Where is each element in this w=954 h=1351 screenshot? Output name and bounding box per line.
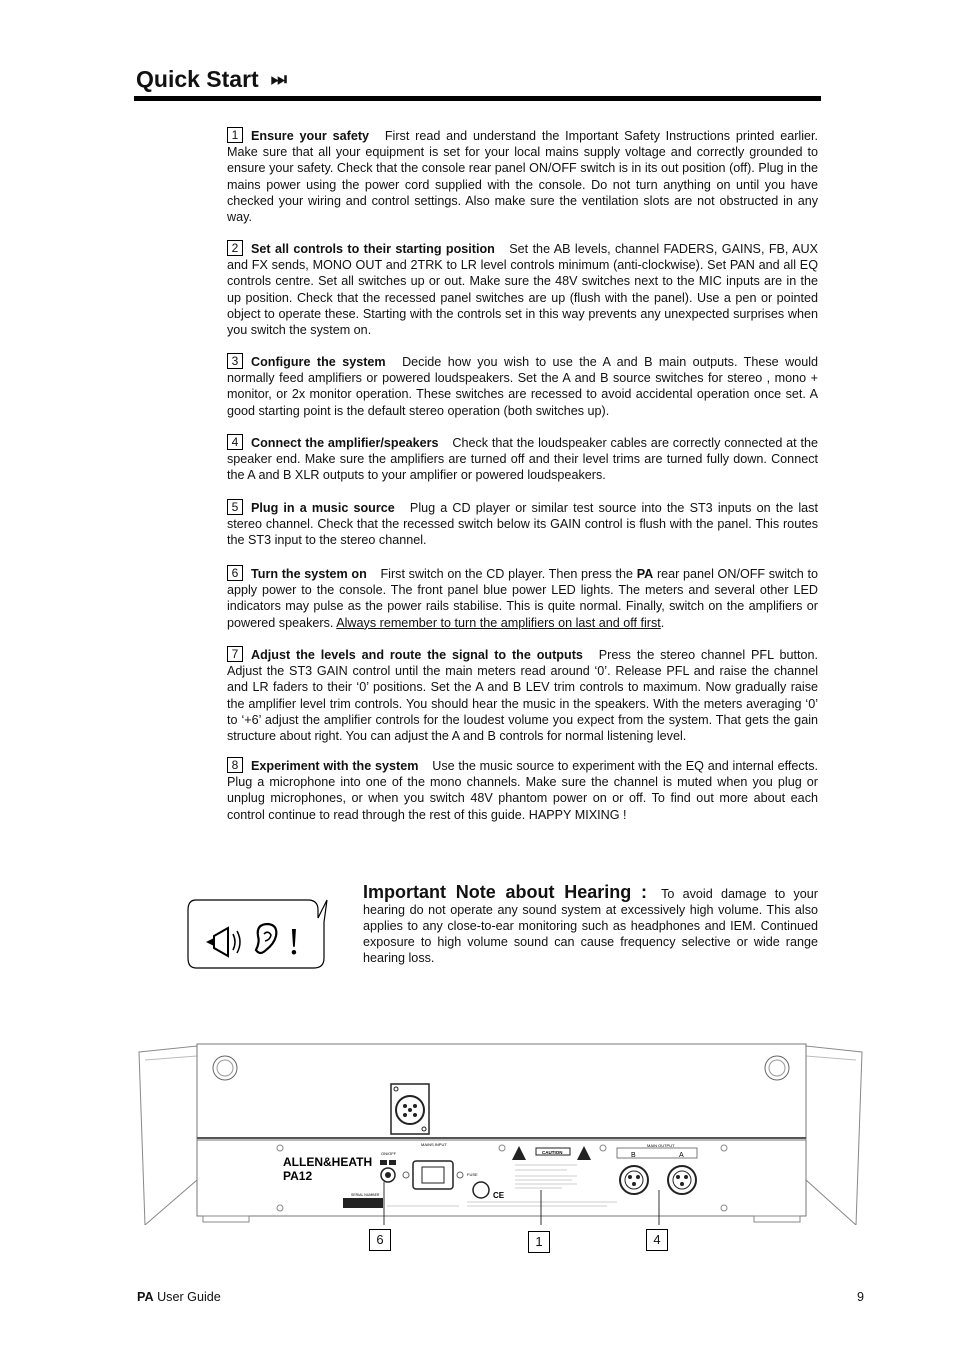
product-name: PA [636,567,654,581]
mains-input-label: MAINS INPUT [421,1142,447,1147]
step-text: Decide how you wish to use the A and B main outputs. These would normally feed amplifiers or powered loudspeakers. Set the A and B source switches for stereo , mono + monitor, or 2x monitor operation. These switches are recessed to avoid accidental operation once set. A good starting point is the default stereo operation (both switches up). [227,355,819,418]
hearing-text: To avoid damage to your hearing do not operate any sound system at excessively high volume. This also applies to any close-to-ear monitoring such as headphones and IEM. Continued exposure to high volume sound can cause frequency selective or wide range hearing loss. [363,887,818,965]
step-text-end: . [660,615,665,630]
corner-screw [765,1056,789,1080]
brand-logo: ALLEN&HEATH [283,1155,373,1169]
caution-label: CAUTION [542,1150,563,1155]
page-title [136,66,287,93]
step-heading: Turn the system on [251,567,367,581]
step-text: Plug a CD player or similar test source into the ST3 inputs on the last stereo channel. Check that the recessed switch below its GAIN control is flush with the panel. This routes the ST3 input to the stereo channel. [227,501,818,548]
step-number: 4 [227,434,243,450]
step-number: 8 [227,757,243,773]
page-title-text: Quick Start [136,66,259,92]
title-rule [134,96,821,101]
step-text: Set the AB levels, channel FADERS, GAINS, FB, AUX and FX sends, MONO OUT and 2TRK to LR level controls minimum (anti-clockwise). Set PAN and all EQ controls centre. Set all switches up or out. Make sure the 48V switches next to the MIC inputs are in the up position. Check that the recessed panel switches are up (flush with the panel). Use a pen or pointed object to operate these. Starting with the controls set in this way prevents any unexpected surprises when you switch the system on. [227,242,819,338]
hearing-heading: Important Note about Hearing : [363,882,648,902]
step-text: Press the stereo channel PFL button. Adjust the ST3 GAIN control until the main meters read around ‘0’. Release PFL and raise the channel and LR faders to their ‘0’ positions. Set the A and B LEV trim controls to maximum. Now gradually raise the amplifier level trim controls. You should hear the music in the speakers. With the meters averaging ‘0’ to ‘+6’ adjust the amplifier controls for the loudest volume you expect from the system. That gets the gain structure about right. You can adjust the A and B controls for normal listening level. [227,648,819,744]
exclamation-icon: ! [287,921,301,963]
model-name: PA12 [283,1169,313,1183]
step-heading: Connect the amplifier/speakers [251,436,439,450]
callout-label: 1 [528,1231,550,1253]
step-8 [227,757,818,823]
footer-guide: User Guide [157,1290,221,1304]
step-1 [227,127,818,225]
step-text: Check that the loudspeaker cables are correctly connected at the speaker end. Make sure the amplifiers are turned off and their level trims are turned fully down. Connect the A and B XLR outputs to your amplifier or powered loudspeakers. [227,436,819,483]
hearing-note [363,884,818,966]
skip-forward-icon: ⏭ [270,69,287,89]
upper-chassis [197,1044,806,1138]
main-output-label: MAIN OUTPUT [647,1143,675,1148]
footer-product: PA [137,1290,154,1304]
step-number: 2 [227,240,243,256]
step-heading: Configure the system [251,355,386,369]
step-heading: Experiment with the system [251,759,419,773]
fuse-label: FUSE [467,1172,478,1177]
step-2 [227,240,818,338]
step-5 [227,499,818,549]
right-side-panel [806,1046,862,1225]
left-side-panel [139,1046,197,1225]
step-number: 3 [227,353,243,369]
step-6 [227,565,818,631]
step-heading: Adjust the levels and route the signal to the outputs [251,648,583,662]
xlr-output-a [668,1166,696,1194]
footer-guide-title [137,1290,221,1304]
ce-mark: CE [493,1191,505,1200]
step-3 [227,353,818,419]
fuse-holder [473,1182,489,1198]
step-7 [227,646,818,744]
output-a-label: A [679,1152,684,1159]
step-number: 1 [227,127,243,143]
step-number: 5 [227,499,243,515]
step-heading: Plug in a music source [251,501,395,515]
page-number: 9 [856,1290,864,1304]
step-number: 6 [227,565,243,581]
step-heading: Ensure your safety [251,129,370,143]
step-text: rear panel ON/OFF switch to apply power to the console. The front panel blue power LED lights. The meters and several other LED indicators may pulse as the power rails stabilise. This is quite normal. Finally, switch on the amplifiers or powered speakers. [227,567,818,630]
xlr-output-b [620,1166,648,1194]
underlined-warning: Always remember to turn the amplifiers on last and off first [336,615,661,630]
step-text: Use the music source to experiment with the EQ and internal effects. Plug a microphone into one of the mono channels. Make sure the channel is muted when you plug or unplug microphones, or when you switch 48V phantom power on or off. To find out more about each control continue to read through the rest of this guide. HAPPY MIXING ! [227,759,818,822]
corner-screw [213,1056,237,1080]
step-number: 7 [227,646,243,662]
serial-plate [343,1198,383,1208]
hearing-warning-bubble [186,898,328,970]
on-off-label: ON/OFF [381,1151,397,1156]
rear-panel-illustration [137,1040,864,1225]
callout-label: 6 [369,1229,391,1251]
serial-label: SERIAL NUMBER [351,1193,380,1197]
step-text: First read and understand the Important Safety Instructions printed earlier. Make sure that all your equipment is set for your local mains supply voltage and correctly grounded to ensure your safety. Check that the console rear panel ON/OFF switch is in its out position (off). Plug in the mains power using the power cord supplied with the console. Do not turn anything on until you have checked your wiring and control settings. Also make sure the ventilation slots are not obstructed in any way. [227,129,819,225]
step-text: First switch on the CD player. Then press the [380,567,634,581]
output-b-label: B [631,1152,636,1159]
callout-label: 4 [646,1229,668,1251]
step-heading: Set all controls to their starting position [251,242,495,256]
lamp-xlr-socket [391,1084,429,1134]
step-4 [227,434,818,484]
